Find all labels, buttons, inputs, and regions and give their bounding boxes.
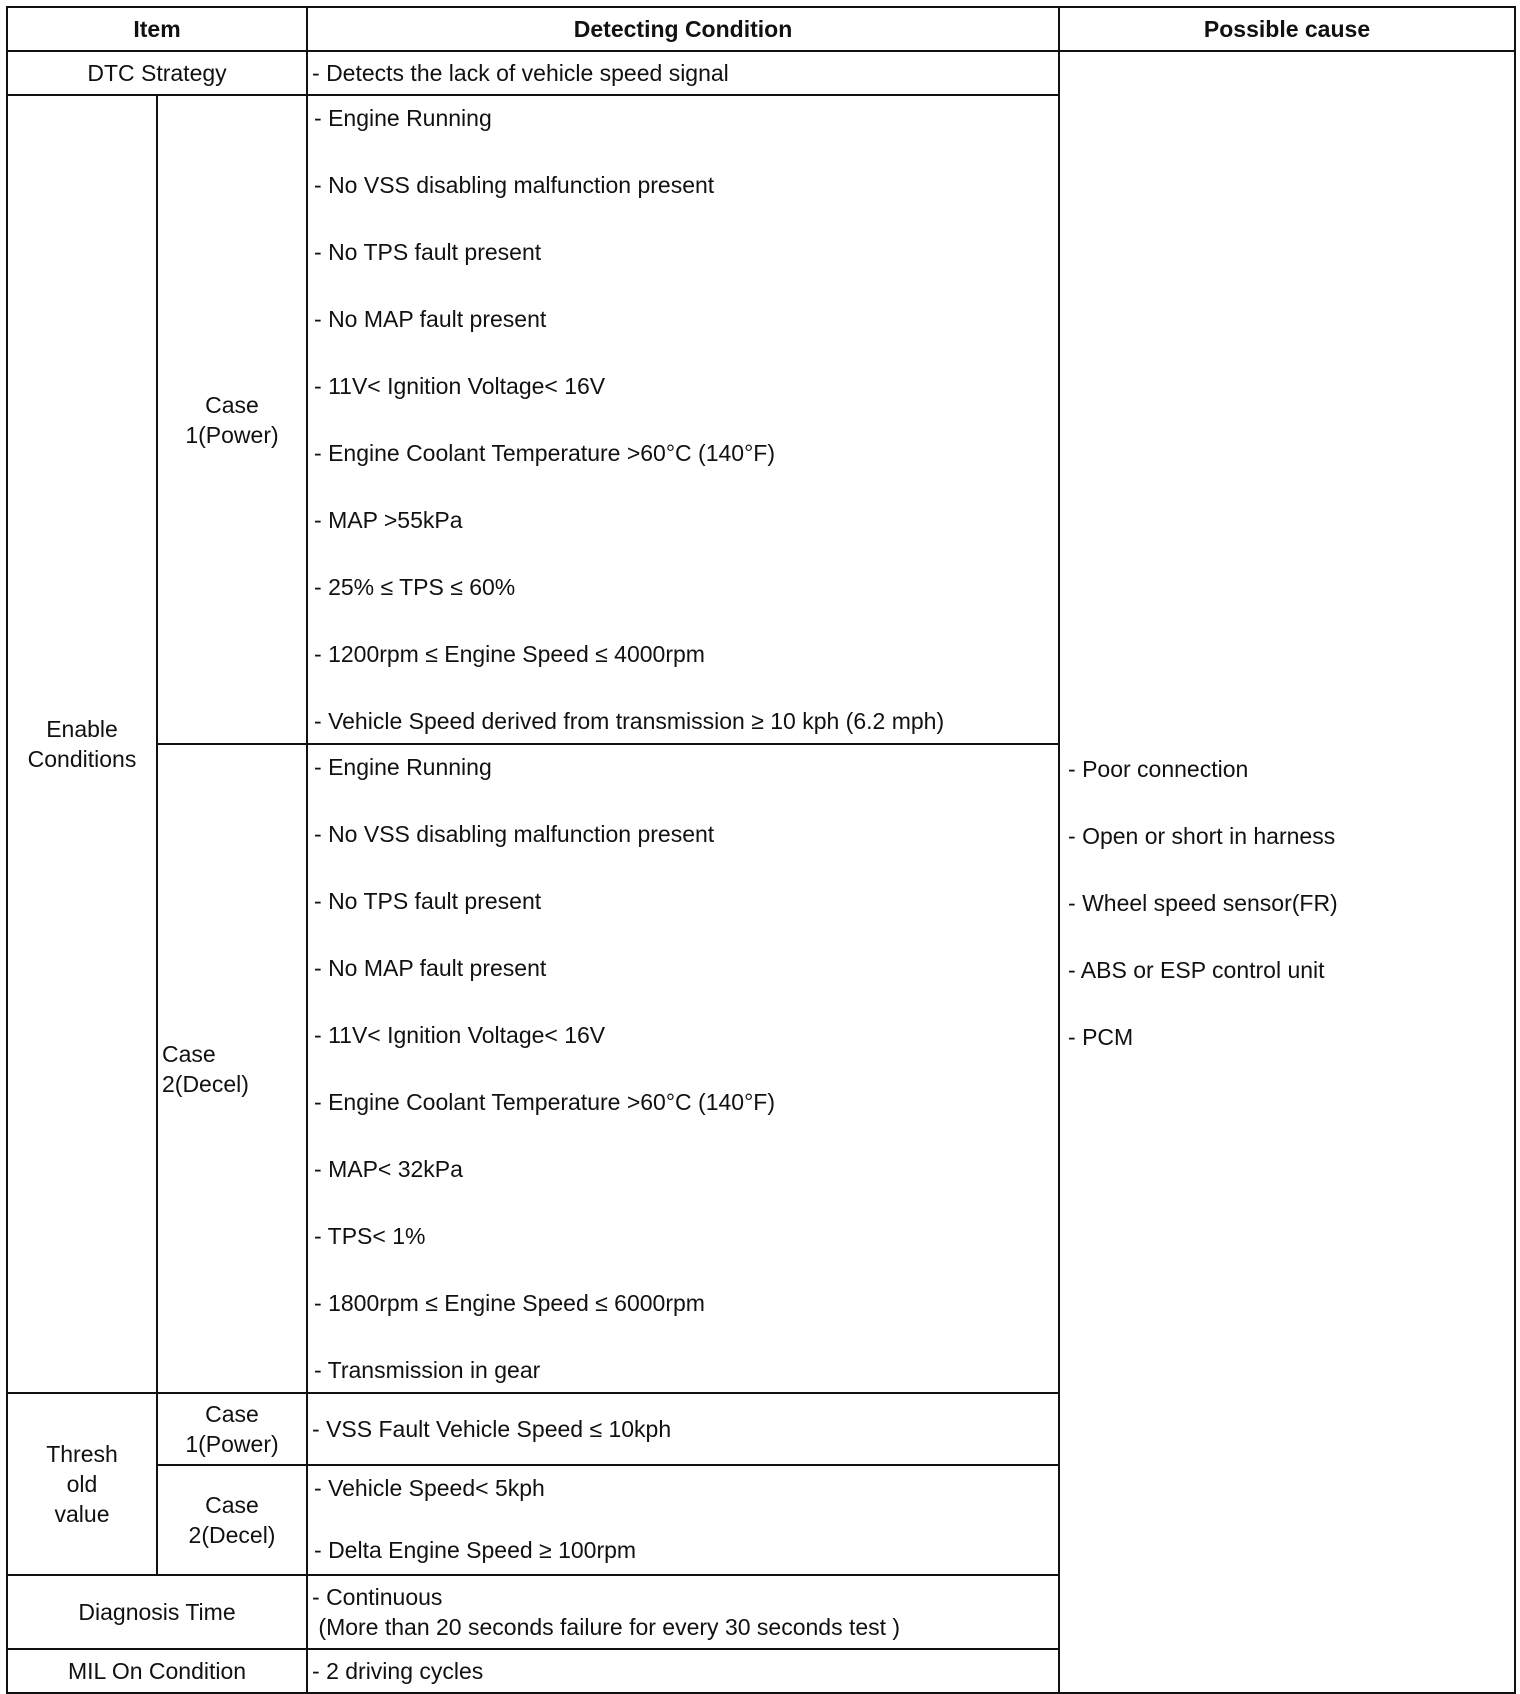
possible-cause-cell bbox=[1059, 51, 1515, 1693]
condition-line: - Transmission in gear bbox=[314, 1357, 541, 1383]
header-detecting-condition: Detecting Condition bbox=[307, 7, 1059, 51]
cause-item: - Wheel speed sensor(FR) bbox=[1068, 890, 1338, 916]
condition-line: - No VSS disabling malfunction present bbox=[314, 821, 715, 847]
header-possible-cause: Possible cause bbox=[1059, 7, 1515, 51]
condition-line: - MAP< 32kPa bbox=[314, 1156, 463, 1182]
dtc-spec-table bbox=[6, 6, 1516, 1694]
condition-line: - 1800rpm ≤ Engine Speed ≤ 6000rpm bbox=[314, 1290, 705, 1316]
condition-line: - Vehicle Speed derived from transmission ≥ 10 kph (6.2 mph) bbox=[314, 708, 945, 734]
dtc-strategy-value: - Detects the lack of vehicle speed signal bbox=[307, 51, 1059, 95]
diagnosis-time-value: - Continuous (More than 20 seconds failure for every 30 seconds test ) bbox=[307, 1575, 1059, 1649]
condition-line: - No MAP fault present bbox=[314, 306, 547, 332]
condition-line: - VSS Fault Vehicle Speed ≤ 10kph bbox=[312, 1416, 672, 1442]
enable-conditions-label: Enable Conditions bbox=[7, 95, 157, 1393]
dtc-strategy-label: DTC Strategy bbox=[7, 51, 307, 95]
condition-line: - Engine Running bbox=[314, 105, 492, 131]
enable-case2-conditions bbox=[307, 744, 1059, 1393]
condition-line: - No TPS fault present bbox=[314, 239, 542, 265]
condition-line: - 11V< Ignition Voltage< 16V bbox=[314, 373, 606, 399]
header-row bbox=[7, 7, 1515, 51]
enable-case1-conditions bbox=[307, 95, 1059, 744]
condition-line: - Engine Coolant Temperature >60°C (140°F) bbox=[314, 440, 775, 466]
condition-line: - 1200rpm ≤ Engine Speed ≤ 4000rpm bbox=[314, 641, 705, 667]
condition-line: - No VSS disabling malfunction present bbox=[314, 172, 715, 198]
threshold-case1-label: Case 1(Power) bbox=[157, 1393, 307, 1465]
dtc-strategy-row bbox=[7, 51, 1515, 95]
threshold-case2-label: Case 2(Decel) bbox=[157, 1465, 307, 1575]
condition-line: - No TPS fault present bbox=[314, 888, 542, 914]
condition-line: - 25% ≤ TPS ≤ 60% bbox=[314, 574, 516, 600]
diagnosis-time-label: Diagnosis Time bbox=[7, 1575, 307, 1649]
condition-line: - MAP >55kPa bbox=[314, 507, 463, 533]
condition-line: - TPS< 1% bbox=[314, 1223, 426, 1249]
cause-item: - PCM bbox=[1068, 1024, 1134, 1050]
cause-item: - Poor connection bbox=[1068, 756, 1249, 782]
threshold-case1-conditions bbox=[307, 1393, 1059, 1465]
mil-on-condition-label: MIL On Condition bbox=[7, 1649, 307, 1693]
condition-line: - No MAP fault present bbox=[314, 955, 547, 981]
threshold-value-label: Thresh old value bbox=[7, 1393, 157, 1575]
condition-line: - Vehicle Speed< 5kph bbox=[314, 1475, 545, 1501]
condition-line: - Delta Engine Speed ≥ 100rpm bbox=[314, 1537, 637, 1563]
threshold-case2-conditions bbox=[307, 1465, 1059, 1575]
condition-line: - Engine Coolant Temperature >60°C (140°F) bbox=[314, 1089, 775, 1115]
mil-on-condition-value: - 2 driving cycles bbox=[307, 1649, 1059, 1693]
enable-case2-label: Case 2(Decel) bbox=[157, 744, 307, 1393]
enable-case1-label: Case 1(Power) bbox=[157, 95, 307, 744]
header-item: Item bbox=[7, 7, 307, 51]
condition-line: - Engine Running bbox=[314, 754, 492, 780]
cause-item: - Open or short in harness bbox=[1068, 823, 1336, 849]
possible-cause-list bbox=[1068, 52, 1506, 1087]
cause-item: - ABS or ESP control unit bbox=[1068, 957, 1325, 983]
condition-line: - 11V< Ignition Voltage< 16V bbox=[314, 1022, 606, 1048]
